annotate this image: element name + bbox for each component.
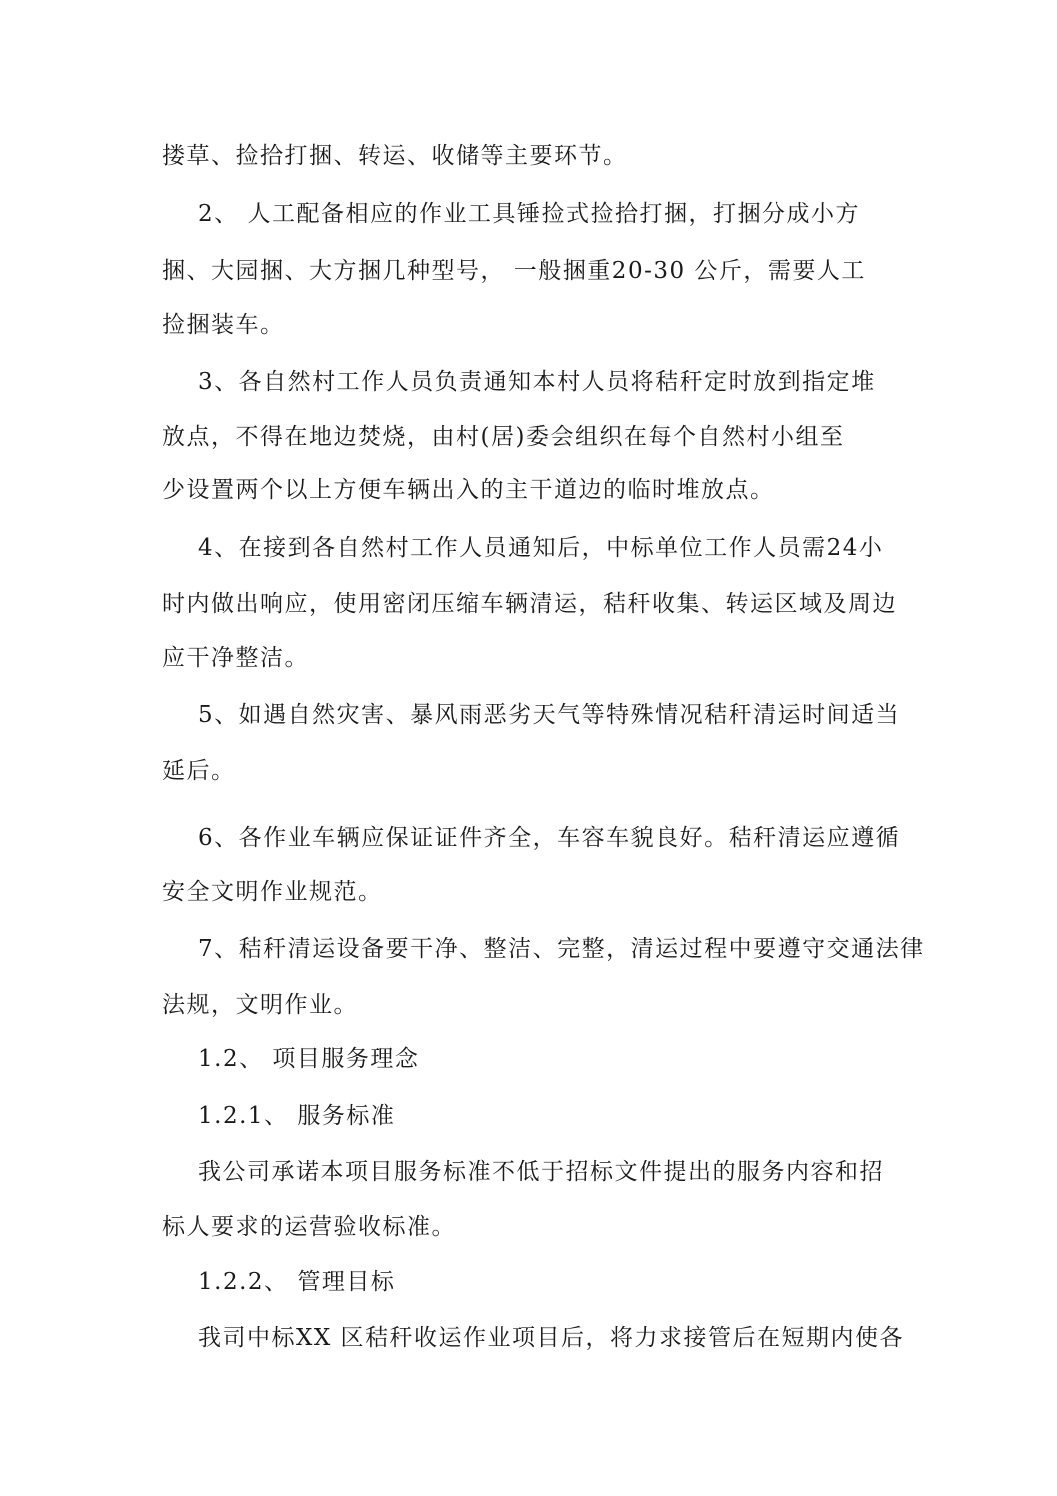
text-line-20: 标人要求的运营验收标准。 xyxy=(162,1214,456,1240)
text-line-22: 我司中标XX 区秸秆收运作业项目后，将力求接管后在短期内使各 xyxy=(198,1325,905,1351)
text-line-13: 6、各作业车辆应保证证件齐全，车容车貌良好。秸秆清运应遵循 xyxy=(198,825,901,851)
text-line-7: 少设置两个以上方便车辆出入的主干道边的临时堆放点。 xyxy=(162,477,775,503)
text-line-16: 法规，文明作业。 xyxy=(162,992,358,1018)
text-line-11: 5、如遇自然灾害、暴风雨恶劣天气等特殊情况秸秆清运时间适当 xyxy=(198,702,901,728)
text-line-14: 安全文明作业规范。 xyxy=(162,879,383,905)
text-line-2: 2、 人工配备相应的作业工具锤捡式捡拾打捆，打捆分成小方 xyxy=(198,201,860,227)
text-line-4: 捡捆装车。 xyxy=(162,312,285,338)
text-line-12: 延后。 xyxy=(162,758,236,784)
text-line-8: 4、在接到各自然村工作人员通知后，中标单位工作人员需24小 xyxy=(198,535,884,561)
text-line-1: 搂草、捡拾打捆、转运、收储等主要环节。 xyxy=(162,143,628,169)
text-line-5: 3、各自然村工作人员负责通知本村人员将秸秆定时放到指定堆 xyxy=(198,369,876,395)
text-line-19: 我公司承诺本项目服务标准不低于招标文件提出的服务内容和招 xyxy=(198,1159,884,1185)
text-line-3: 捆、大园捆、大方捆几种型号， 一般捆重20-30 公斤，需要人工 xyxy=(162,258,866,284)
section-heading-1-2-2: 1.2.2、 管理目标 xyxy=(198,1269,396,1295)
text-line-15: 7、秸秆清运设备要干净、整洁、完整，清运过程中要遵守交通法律 xyxy=(198,936,925,962)
section-heading-1-2: 1.2、 项目服务理念 xyxy=(198,1046,420,1072)
section-heading-1-2-1: 1.2.1、 服务标准 xyxy=(198,1103,396,1129)
text-line-6: 放点，不得在地边焚烧，由村(居)委会组织在每个自然村小组至 xyxy=(162,424,845,450)
text-line-10: 应干净整洁。 xyxy=(162,645,309,671)
text-line-9: 时内做出响应，使用密闭压缩车辆清运，秸秆收集、转运区域及周边 xyxy=(162,591,897,617)
